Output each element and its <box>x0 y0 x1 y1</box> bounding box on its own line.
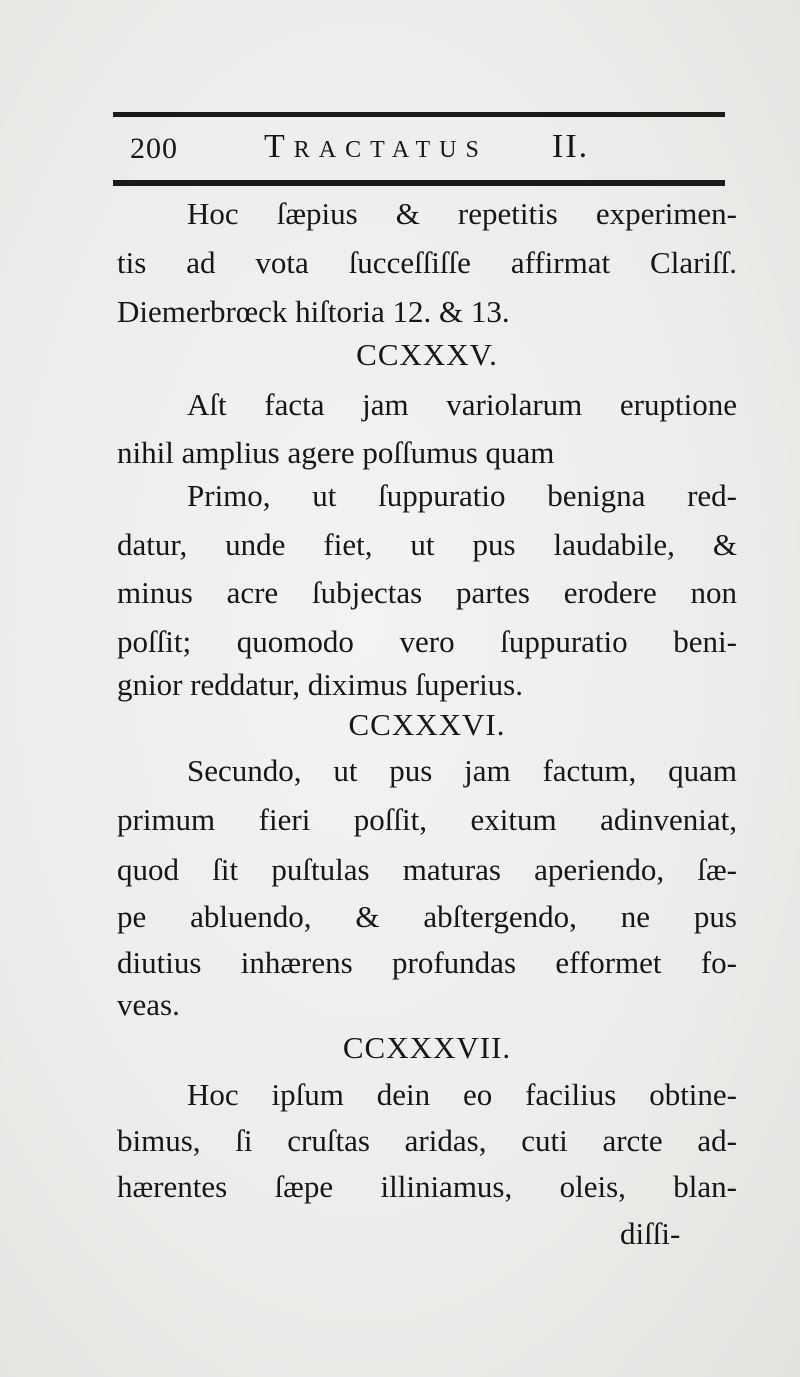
text-line: datur, unde fiet, ut pus laudabile, & <box>117 527 737 562</box>
text-line: Hoc ipſum dein eo facilius obtine- <box>187 1077 737 1112</box>
text-line: tis ad vota ſucceſſiſſe affirmat Clariſſ. <box>117 245 737 280</box>
text-line: Secundo, ut pus jam factum, quam <box>187 753 737 788</box>
text-line: veas. <box>117 987 180 1022</box>
text-line: diutius inhærens profundas efformet fo- <box>117 945 737 980</box>
text-line: quod ſit puſtulas maturas aperiendo, ſæ- <box>117 852 737 887</box>
text-line: hærentes ſæpe illiniamus, oleis, blan- <box>117 1169 737 1204</box>
catchword: diſſi- <box>620 1216 681 1251</box>
text-line: bimus, ſi cruſtas aridas, cuti arcte ad- <box>117 1123 737 1158</box>
running-title: Tractatus <box>264 128 488 165</box>
page-number: 200 <box>130 132 178 165</box>
text-line: Aſt facta jam variolarum eruptione <box>187 387 737 422</box>
text-line: Primo, ut ſuppuratio benigna red- <box>187 478 737 513</box>
section-number: CCXXXVI. <box>348 707 506 742</box>
running-header <box>120 128 720 172</box>
header-top-rule <box>113 112 725 117</box>
text-line: pe abluendo, & abſtergendo, ne pus <box>117 899 737 934</box>
text-line: primum fieri poſſit, exitum adinveniat, <box>117 802 737 837</box>
header-bottom-rule <box>113 180 725 186</box>
text-line: gnior reddatur, diximus ſuperius. <box>117 667 523 702</box>
section-number: CCXXXVII. <box>342 1030 512 1065</box>
text-line: poſſit; quomodo vero ſuppuratio beni- <box>117 624 737 659</box>
text-line: Hoc ſæpius & repetitis experimen- <box>187 196 737 231</box>
text-line: nihil amplius agere poſſumus quam <box>117 435 555 470</box>
text-line: Diemerbrœck hiſtoria 12. & 13. <box>117 294 510 329</box>
chapter-number: II. <box>552 128 590 165</box>
section-number: CCXXXV. <box>356 337 498 372</box>
text-line: minus acre ſubjectas partes erodere non <box>117 575 737 610</box>
